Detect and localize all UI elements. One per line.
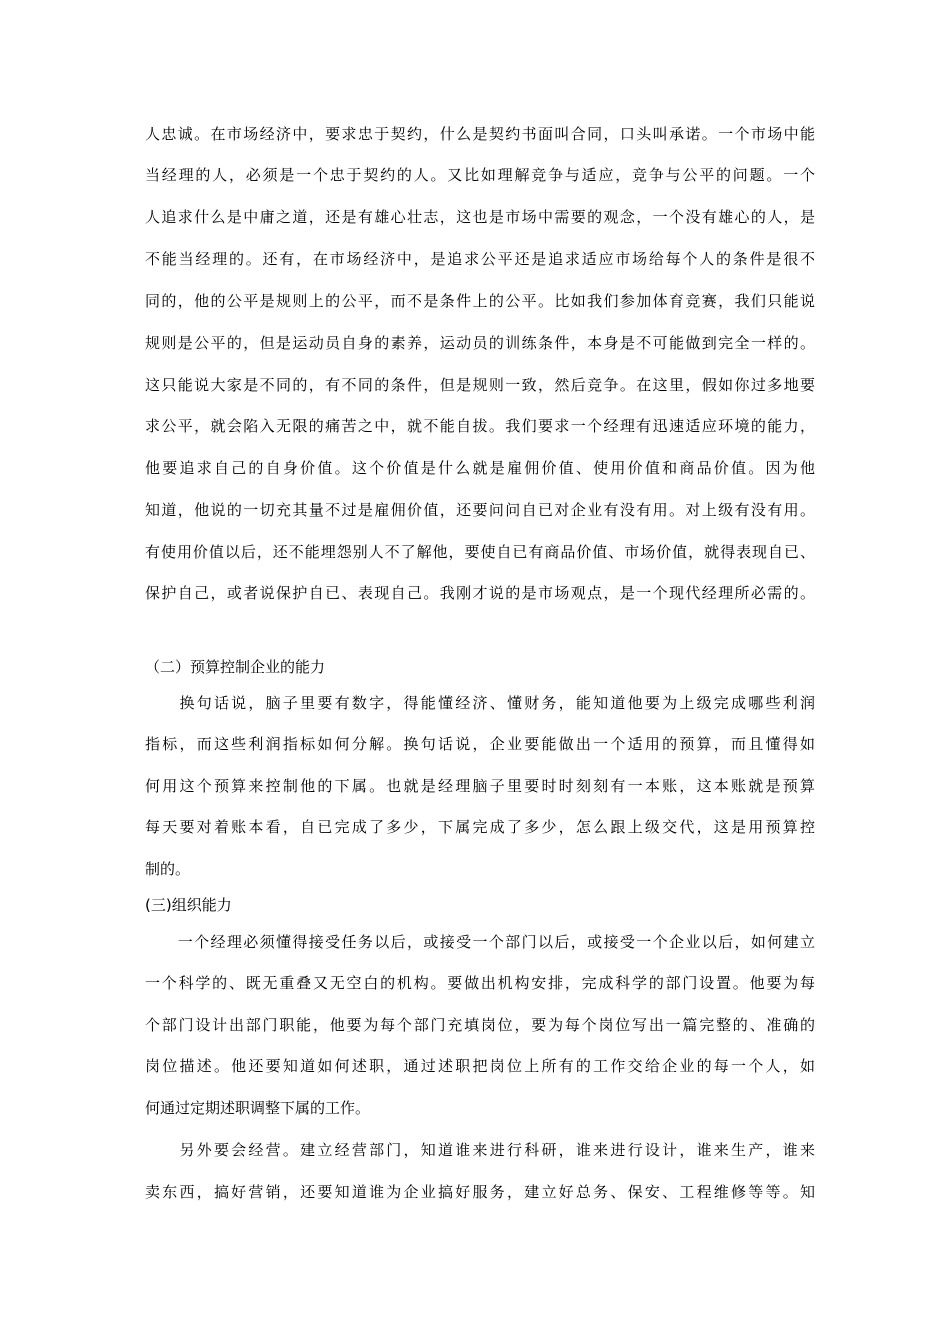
text-line: 当经理的人，必须是一个忠于契约的人。又比如理解竞争与适应，竞争与公平的问题。一个 [145, 166, 815, 184]
text-line: 每天要对着账本看，自已完成了多少，下属完成了多少，怎么跟上级交代，这是用预算控 [145, 818, 815, 836]
text-line: 一个经理必须懂得接受任务以后，或接受一个部门以后，或接受一个企业以后，如何建立 [145, 933, 815, 951]
text-line: 岗位描述。他还要知道如何述职，通过述职把岗位上所有的工作交给企业的每一个人，如 [145, 1057, 815, 1075]
text-line: 何通过定期述职调整下属的工作。 [145, 1099, 371, 1117]
text-line: 同的，他的公平是规则上的公平，而不是条件上的公平。比如我们参加体育竞赛，我们只能说 [145, 292, 815, 310]
text-line: 人忠诚。在市场经济中，要求忠于契约，什么是契约书面叫合同，口头叫承诺。一个市场中能 [145, 125, 815, 143]
text-line: 这只能说大家是不同的，有不同的条件，但是规则一致，然后竞争。在这里，假如你过多地要 [145, 376, 815, 394]
text-line: 换句话说，脑子里要有数字，得能懂经济、懂财务，能知道他要为上级完成哪些利润 [145, 694, 815, 712]
text-line: 指标，而这些利润指标如何分解。换句话说，企业要能做出一个适用的预算，而且懂得如 [145, 735, 815, 753]
section-heading: （二）预算控制企业的能力 [145, 658, 326, 676]
text-line: 人追求什么是中庸之道，还是有雄心壮志，这也是市场中需要的观念，一个没有雄心的人，是 [145, 208, 815, 226]
text-line: 何用这个预算来控制他的下属。也就是经理脑子里要时时刻刻有一本账，这本账就是预算 [145, 777, 815, 795]
text-line: 他要追求自己的自身价值。这个价值是什么就是雇佣价值、使用价值和商品价值。因为他 [145, 459, 815, 477]
section-heading: (三)组织能力 [145, 896, 232, 914]
text-line: 制的。 [145, 860, 191, 878]
text-line: 求公平，就会陷入无限的痛苦之中，就不能自拔。我们要求一个经理有迅速适应环境的能力， [145, 417, 815, 435]
text-line: 有使用价值以后，还不能埋怨别人不了解他，要使自已有商品价值、市场价值，就得表现自已、 [145, 543, 815, 561]
text-line: 一个科学的、既无重叠又无空白的机构。要做出机构安排，完成科学的部门设置。他要为每 [145, 974, 815, 992]
text-line: 保护自己，或者说保护自已、表现自己。我刚才说的是市场观点，是一个现代经理所必需的。 [145, 584, 815, 602]
text-line: 个部门设计出部门职能，他要为每个部门充填岗位，要为每个岗位写出一篇完整的、准确的 [145, 1016, 815, 1034]
text-line: 规则是公平的，但是运动员自身的素养，运动员的训练条件，本身是不可能做到完全一样的。 [145, 334, 815, 352]
text-line: 知道，他说的一切充其量不过是雇佣价值，还要问问自已对企业有没有用。对上级有没有用。 [145, 501, 815, 519]
text-line: 卖东西，搞好营销，还要知道谁为企业搞好服务，建立好总务、保安、工程维修等等。知 [145, 1183, 815, 1201]
text-line: 另外要会经营。建立经营部门，知道谁来进行科研，谁来进行设计，谁来生产，谁来 [145, 1141, 815, 1159]
text-line: 不能当经理的。还有，在市场经济中，是追求公平还是追求适应市场给每个人的条件是很不 [145, 250, 815, 268]
